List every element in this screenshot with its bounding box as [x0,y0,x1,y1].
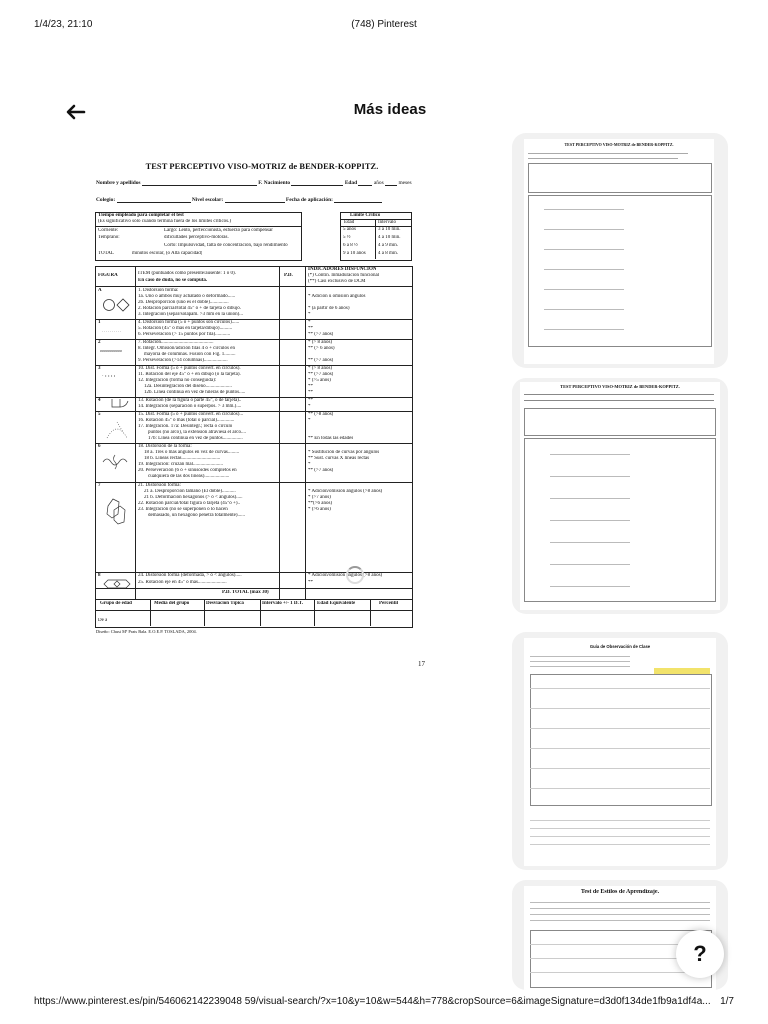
field-colegio [96,197,382,203]
item-text: 12a. Desintegración del diseño..................... [144,384,232,389]
figure-2-icon: ooooooooooo [100,348,122,353]
tiempo-row-2b: dificultades perceptivo-motoras. [164,235,229,240]
doc-page-number: 17 [418,660,425,668]
figure-5-icon [104,420,130,442]
figure-7-icon [104,496,128,526]
ind-text: ** [308,390,313,395]
item-text: demasiado, un hexágono penetra totalmente)...... [148,513,246,518]
ind-text: * Adición/omisión ángulos (>8 años) [308,489,383,494]
related-pin-image [520,382,720,610]
field-edad-label: Edad [344,180,358,186]
limits-heading: Límite Crítico [350,213,381,218]
item-text: 4. Distorsión forma (5 ó + puntos son círculos)...... [138,320,240,325]
related-pin-title: Guía de Observación de Clase [589,644,651,649]
field-meses-label: meses [398,180,412,186]
limits-col-edad: Edad [344,220,355,225]
item-text: 24. Distorsión forma (deformada, > ó < ángulos)..... [138,573,242,578]
related-pin-card[interactable] [512,133,728,368]
ind-text: ** (>7 años) [308,468,334,473]
ind-text: * (>5 años) [308,378,331,383]
item-text: mayoría de columnas. Fusión con Fig. 1......... [144,352,236,357]
ind-text: ** (> 6 años) [308,346,335,351]
item-text: 3. Integración (separ/solapam. >3 mm en la unión)... [138,312,244,317]
doc-title: TEST PERCEPTIVO VISO-MOTRIZ de BENDER-KOPPITZ. [145,162,379,171]
ind-text: * (> 8 años) [308,340,333,345]
limit-range: 4 a 10 min. [378,235,401,240]
item-text: 2b. Desproporción (uno es el doble)............... [138,300,229,305]
tiempo-row-2a: Temprano: [98,235,120,240]
item-text: 23. Integración (no se superponen o lo hacen [138,507,228,512]
print-page-count: 1/7 [720,996,734,1007]
item-text: 5. Rotación (45° o más en tarjeta/dibujo).......... [138,326,233,331]
ind-text: ** [308,384,313,389]
item-text: 11. Rotación del eje 45° ó + en dibujo (o la tarjeta). [138,372,241,377]
field-nombre [96,180,412,186]
page-heading: Más ideas [353,101,427,118]
item-text: 25. Rotación eje en 45° ó más....................... [138,580,227,585]
item-text: 21 b. Deformación hexágonos (> ó < ángulos)..... [144,495,243,500]
fig-label: 2 [98,340,101,345]
limit-range: 4 a 9 min. [378,243,398,248]
ind-text: * (>7 años) [308,495,331,500]
ind-text: ** (>8 años) [308,412,334,417]
related-pin-image [524,139,714,364]
tiempo-subheading: (Es significativo sólo cuando termina fuera de los límites críticos.) [98,219,232,224]
question-icon: ? [693,941,707,966]
item-text: puntos (no arco), la extensión atraviesa el arco.... [148,430,247,435]
ind-text: **(>6 años) [308,501,333,506]
fig-label: A [98,288,102,293]
fig-label: 1 [98,320,101,325]
ind-text: * [308,312,311,317]
print-header [0,0,768,40]
item-text: 21 a. Desproporción tamaño (El doble)........... [144,489,236,494]
item-text: 18. Distorsión de la forma: [138,444,192,449]
fig-label: 8 [98,573,101,578]
related-pin-title: TEST PERCEPTIVO VISO-MOTRIZ de BENDER-KOPPITZ. [564,142,674,147]
fig-label: 7 [98,483,101,488]
item-text: 20. Perseveración (6 ó + sinusoides completos en [138,468,237,473]
item-text: 1. Distorsión forma: [138,288,179,293]
item-text: 17. Integración. 17a: Desintegr.; recta o círculo [138,424,233,429]
fig-label: 4 [98,398,101,403]
summary-col: Desviación Típica [206,601,244,606]
tiempo-row-4a: TOTAL [98,251,114,256]
item-text: 7. Rotación.......................................... [138,340,214,345]
ind-text: * (>6 años) [308,507,331,512]
limit-range: 3 a 10 min. [378,227,401,232]
ind-text: * Adición u omisión ángulos [308,294,366,299]
fig-label: 3 [98,366,101,371]
ind-text: * Sustitución de curvas por ángulos [308,450,380,455]
related-pin-title: TEST PERCEPTIVO VISO-MOTRIZ de BENDER-KOPPITZ. [560,384,680,389]
figure-1-icon: . . . . . . . . . . [102,328,121,333]
related-pin-card[interactable] [512,378,728,614]
ind-text: * (a partir de 6 años) [308,306,350,311]
ind-text: * [308,462,311,467]
pin-document[interactable] [92,160,432,665]
summary-col: Edad Equivalente [317,601,356,606]
related-pin-title: Test de Estilos de Aprendizaje. [580,889,660,895]
limit-age: 6 a 8 ½ [343,243,358,248]
col-pd: P.D. [284,273,293,278]
tiempo-row-3b: Corto: Impulsividad, falta de concentración, bajo rendimiento [164,243,288,248]
item-text: 12. Integración (forma no conseguida): [138,378,217,383]
ind-text: ** (>7 años) [308,332,334,337]
item-text: 18 a. Tres o más ángulos en vez de curvas......... [144,450,240,455]
figure-6-icon [102,454,130,470]
limit-age: 5 años [343,227,356,232]
summary-col: Percentil [379,601,399,606]
tiempo-heading: Tiempo empleado para completar el test [98,213,184,218]
item-text: 17b: Línea continua en vez de puntos................ [148,436,243,441]
limit-age: 9 a 10 años [343,251,366,256]
field-fecha-label: Fecha de aplicación: [285,197,333,203]
col-ind-2: (**) Casi exclusivo de DCM [308,279,366,284]
limit-age: 5 ½ [343,235,351,240]
ind-text: * (> 8 años) [308,366,333,371]
field-nombre-label: Nombre y apellidos [96,180,141,186]
related-pin-image [524,638,716,866]
item-text: 9. Perseveración (>14 columnas)................... [138,358,228,363]
item-text: 19. Integración: cruzan mal........................ [138,462,223,467]
field-colegio-label: Colegio: [96,197,116,203]
col-item-note: En caso de duda, no se computa. [138,278,208,283]
item-text: 16. Rotación 45° o más (total o parcial).............. [138,418,235,423]
item-text: 8. Integr. Omisión/adición filas 4 ó + círculos en [138,346,235,351]
ind-text: * [308,320,311,325]
item-text: cualquiera de las dos líneas).................... [148,474,230,479]
item-text: 1a. Uno o ambos muy achatado o deformado...... [138,294,236,299]
ind-text: ** [308,580,313,585]
col-ind-1: (*) Contin. Inmaduracíon funcional [308,273,380,278]
item-text: 10. Dist. Forma (5 ó + puntos convert. en círculos). [138,366,241,371]
ind-text: ** (>7 años) [308,358,334,363]
field-nivel-label: Nivel escolar: [191,197,224,203]
ind-text: ** [308,398,313,403]
summary-col: Intervalo +/- 1 D.T. [262,601,303,606]
col-ind: INDICADORES DISFUNCION [308,267,377,272]
item-text: 21. Distorsión forma: [138,483,181,488]
figure-3-icon: · › › › › [102,374,116,379]
ind-text: * [308,418,311,423]
figure-4-icon [110,398,130,409]
field-anos-label: años [373,180,384,186]
ind-text: ** [308,326,313,331]
col-item: ITEM (puntuados como presente/ausente: 1 ó 0). [138,271,236,276]
ind-text: * [308,404,311,409]
loading-spinner-icon [346,566,364,584]
item-text: 15. Dist. Forma (5 ó + puntos convert. en círculos)... [138,412,244,417]
limits-col-intervalo: Intervalo [378,220,397,225]
print-title: (748) Pinterest [351,19,417,30]
print-datetime: 1/4/23, 21:10 [34,19,93,30]
fig-label: 5 [98,412,101,417]
ind-text: * Adición/omisión ángulos (>8 años) [308,573,383,578]
item-text: 18 b. Líneas rectas............................... [144,456,221,461]
item-text: 22. Rotación parcial/total figura o tarjeta (45°ó +).. [138,501,241,506]
tiempo-row-4b: minutos escolar, (o Alta capacidad) [132,251,203,256]
summary-col: Media del grupo [154,601,190,606]
item-text: 12b. Línea continua en vez de hileras de puntos..... [144,390,246,395]
doc-credit: Diseño: Chusi Mª Prats Bala. E.O.E.P. TOSLADA, 2004. [96,629,197,634]
item-text: 13. Rotación (de la figura o parte 45°, o de tarjeta).. [138,398,242,403]
limit-range: 4 a 8 min. [378,251,398,256]
related-pin-card[interactable] [512,632,728,870]
tiempo-row-1b: Largo: Lento, perfeccionista, esfuerzo para compensar [164,228,273,233]
print-footer [0,990,768,1020]
col-figura: FIGURA [98,273,118,278]
field-nacimiento-label: F. Nacimiento [258,180,291,186]
tiempo-row-1a: Corriente: [98,228,119,233]
ind-text: ** (>7 años) [308,372,334,377]
total-label: P.D. TOTAL (máx 30) [222,590,269,595]
print-url: https://www.pinterest.es/pin/546062142239048 59/visual-search/?x=10&y=10&w=544&h=778&cropSource=6&imageSignature=d3d0f134de1fb9a1df4a... [34,996,711,1007]
figure-a-icon [100,298,132,312]
arrow-left-icon [62,100,90,124]
item-text: 6. Perseveración (> 15 puntos por fila)............ [138,332,231,337]
back-button[interactable] [62,100,90,124]
fig-label: 6 [98,444,101,449]
ind-text: ** En todas las edades [308,436,354,441]
item-text: 2. Rotación parcial/total 45° ó + de tarjeta o dibujo. [138,306,241,311]
summary-col: Grupo de edad [100,601,132,606]
item-text: 14. Integración (separación o superpos. > 3 mm.).... [138,404,242,409]
help-button[interactable] [676,930,724,978]
summary-row-label: De a [98,618,108,623]
ind-text: ** Sust. curvas X líneas rectas [308,456,370,461]
